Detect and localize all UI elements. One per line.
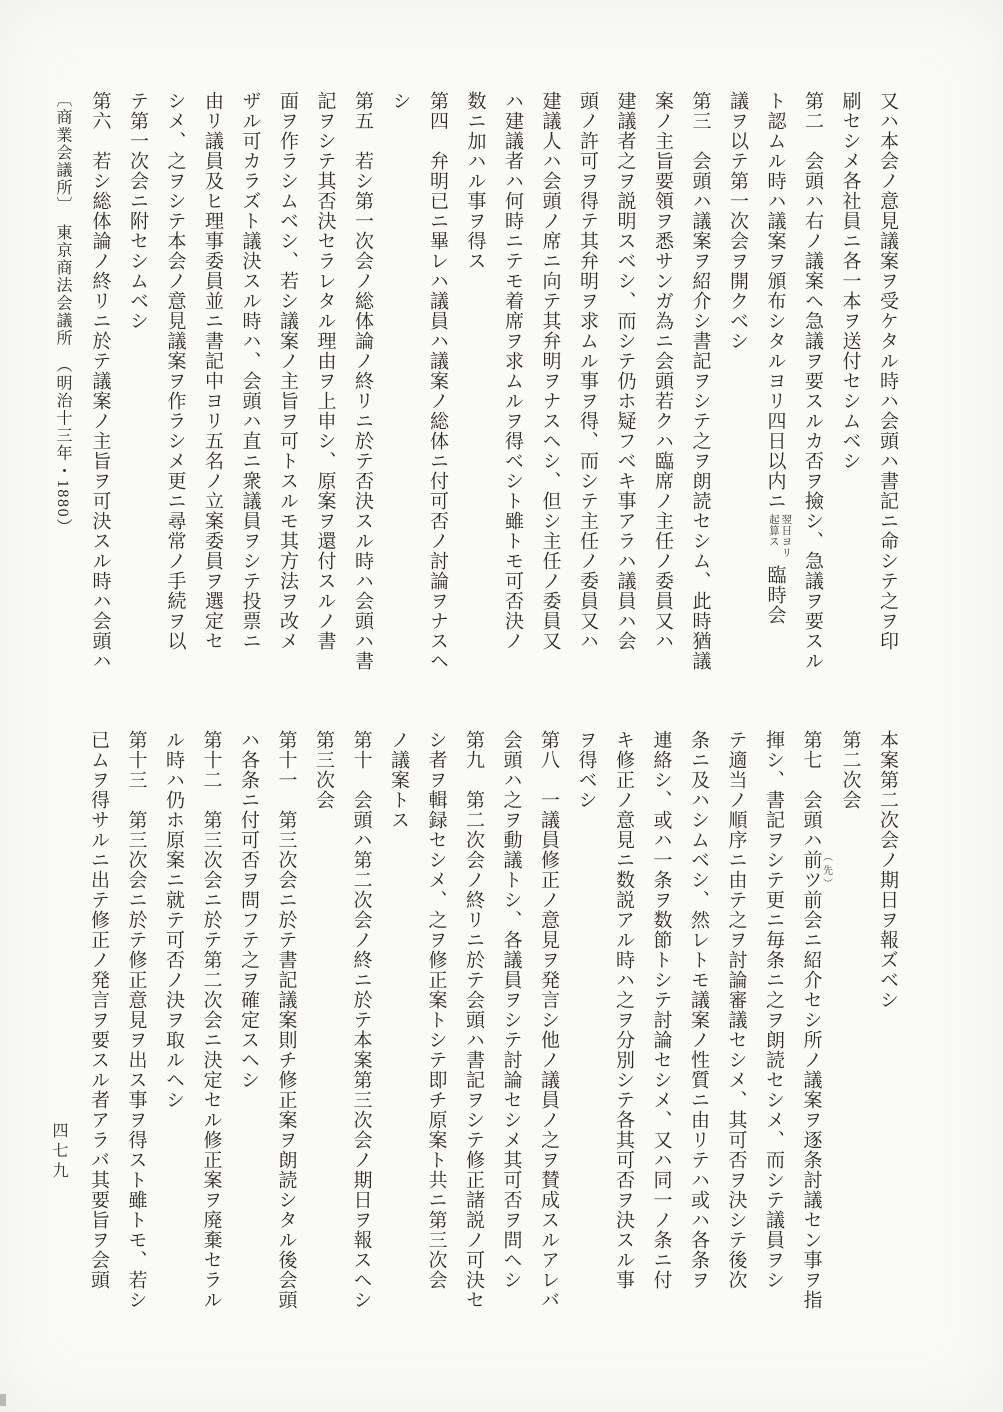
top-page-text-block	[43, 91, 906, 703]
text-run: 前会ニ紹介セシ所ノ議案ヲ逐条討議セン事ヲ指	[800, 890, 822, 1310]
warichu-inline-note: 翌日ヨリ起算ス	[767, 514, 792, 558]
section-heading: 第三次会	[313, 730, 334, 810]
bottom-page-text-block	[81, 730, 906, 1350]
text-column: 数ニ加ハル事ヲ得ス	[464, 91, 486, 271]
text-column: 第九 第二次会ノ終リニ於テ会頭ハ書記ヲシテ修正諸説ノ可決セ	[463, 730, 484, 1310]
text-column: ハ各条ニ付可否ヲ問フテ之ヲ確定スヘシ	[238, 730, 259, 1090]
text-column: 第十二 第三次会ニ於テ第二次会ニ決定セル修正案ヲ廃棄セラル	[200, 730, 222, 1310]
text-column: 議ヲ以テ第一次会ヲ開クベシ	[727, 91, 748, 351]
source-citation: 〔商業会議所〕 東京商法会議所 （明治十三年・1880）	[54, 91, 71, 536]
text-column: 第二 会頭ハ右ノ議案ヘ急議ヲ要スルカ否ヲ撿シ、急議ヲ要スル	[802, 91, 823, 671]
text-column: 面ヲ作ラシムベシ、若シ議案ノ主旨ヲ可トスルモ其方法ヲ改メ	[277, 91, 298, 651]
text-column: キ修正ノ意見ニ数説アル時ハ之ヲ分別シテ各其可否ヲ決スル事	[613, 730, 634, 1290]
text-column: 条ニ及ハシムベシ、然レトモ議案ノ性質ニ由リテハ或ハ各条ヲ	[688, 730, 709, 1290]
text-column: ヲ得ベシ	[575, 730, 597, 810]
text-column: 第十 会頭ハ第二次会ノ終ニ於テ本案第三次会ノ期日ヲ報スヘシ	[350, 730, 372, 1310]
text-column: 建議者之ヲ説明スベシ、而シテ仍ホ疑フベキ事アラハ議員ハ会	[614, 91, 636, 651]
text-column	[792, 730, 831, 1350]
text-column: 本案第二次会ノ期日ヲ報ズベシ	[877, 730, 898, 1010]
text-column: 記ヲシテ其否決セラレタル理由ヲ上申シ、原案ヲ還付スルノ書	[314, 91, 336, 651]
text-column: 建議人ハ会頭ノ席ニ向テ其弁明ヲナスヘシ、但シ主任ノ委員又	[539, 91, 561, 651]
text-column: 揮シ、書記ヲシテ更ニ毎条ニ之ヲ朗読セシメ、而シテ議員ヲシ	[763, 730, 784, 1290]
text-run: 第七 会頭ハ	[800, 730, 822, 850]
text-column: テ適当ノ順序ニ由テ之ヲ討論審議セシメ、其可否ヲ決シテ後次	[725, 730, 747, 1290]
text-column: 刷セシメ各社員ニ各一本ヲ送付セシムベシ	[839, 91, 861, 471]
text-column: シ者ヲ輯録セシメ、之ヲ修正案トシテ即チ原案ト共ニ第三次会	[425, 730, 447, 1290]
text-column	[756, 91, 794, 703]
text-run: ト認ムル時ハ議案ヲ頒布シタルヨリ四日以内ニ	[764, 91, 786, 511]
text-column: 第五 若シ第一次会ノ総体論ノ終リニ於テ否決スル時ハ会頭ハ書	[352, 91, 373, 671]
text-column: 第六 若シ総体論ノ終リニ於テ議案ノ主旨ヲ可決スル時ハ会頭ハ	[89, 91, 111, 671]
text-column: 第八 一議員修正ノ意見ヲ発言シ他ノ議員ノ之ヲ賛成スルアレバ	[538, 730, 559, 1310]
text-column: ノ議案トス	[388, 730, 409, 830]
text-column: 第十一 第三次会ニ於テ書記議案則チ修正案ヲ朗読シタル後会頭	[275, 730, 297, 1310]
text-column: ル時ハ仍ホ原案ニ就テ可否ノ決ヲ取ルヘシ	[163, 730, 184, 1110]
text-column: ザル可カラズト議決スル時ハ、会頭ハ直ニ衆議員ヲシテ投票ニ	[239, 91, 261, 651]
ruby-gloss: （先）	[820, 850, 832, 890]
text-column: 又ハ本会ノ意見議案ヲ受ケタル時ハ会頭ハ書記ニ命シテ之ヲ印	[877, 91, 898, 651]
text-run: 臨時会	[764, 565, 786, 625]
text-column: 会頭ハ之ヲ動議トシ、各議員ヲシテ討論セシメ其可否ヲ問ヘシ	[500, 730, 522, 1290]
text-column: 頭ノ許可ヲ得テ其弁明ヲ求ムル事ヲ得、而シテ主任ノ委員又ハ	[577, 91, 598, 651]
text-column: 第四 弁明已ニ畢レハ議員ハ議案ノ総体ニ付可否ノ討論ヲナスヘ	[427, 91, 448, 671]
text-column: シ	[389, 91, 411, 111]
text-column: 已ムヲ得サルニ出テ修正ノ発言ヲ要スル者アラバ其要旨ヲ会頭	[88, 730, 109, 1290]
glossed-text	[800, 850, 832, 890]
text-column: 由リ議員及ヒ理事委員並ニ書記中ヨリ五名ノ立案委員ヲ選定セ	[202, 91, 223, 651]
text-column: 連絡シ、或ハ一条ヲ数節トシテ討論セシメ、又ハ同一ノ条ニ付	[650, 730, 672, 1290]
section-heading: 第二次会	[839, 730, 861, 810]
text-column: ハ建議者ハ何時ニテモ着席ヲ求ムルヲ得ベシト雖トモ可否決ノ	[502, 91, 523, 651]
scan-artifact	[0, 1394, 6, 1406]
text-column: シメ、之ヲシテ本会ノ意見議案ヲ作ラシメ更ニ尋常ノ手続ヲ以	[164, 91, 186, 651]
text-column: テ第一次会ニ附セシムベシ	[127, 91, 148, 331]
text-run: 前ツ	[800, 850, 822, 890]
text-column: 第三 会頭ハ議案ヲ紹介シ書記ヲシテ之ヲ朗読セシム、此時猶議	[689, 91, 711, 671]
page-number: 四七九	[50, 1122, 67, 1182]
text-column: 案ノ主旨要領ヲ悉サンガ為ニ会頭若クハ臨席ノ主任ノ委員又ハ	[652, 91, 673, 651]
text-column: 第十三 第三次会ニ於テ修正意見ヲ出ス事ヲ得スト雖トモ、若シ	[125, 730, 147, 1310]
